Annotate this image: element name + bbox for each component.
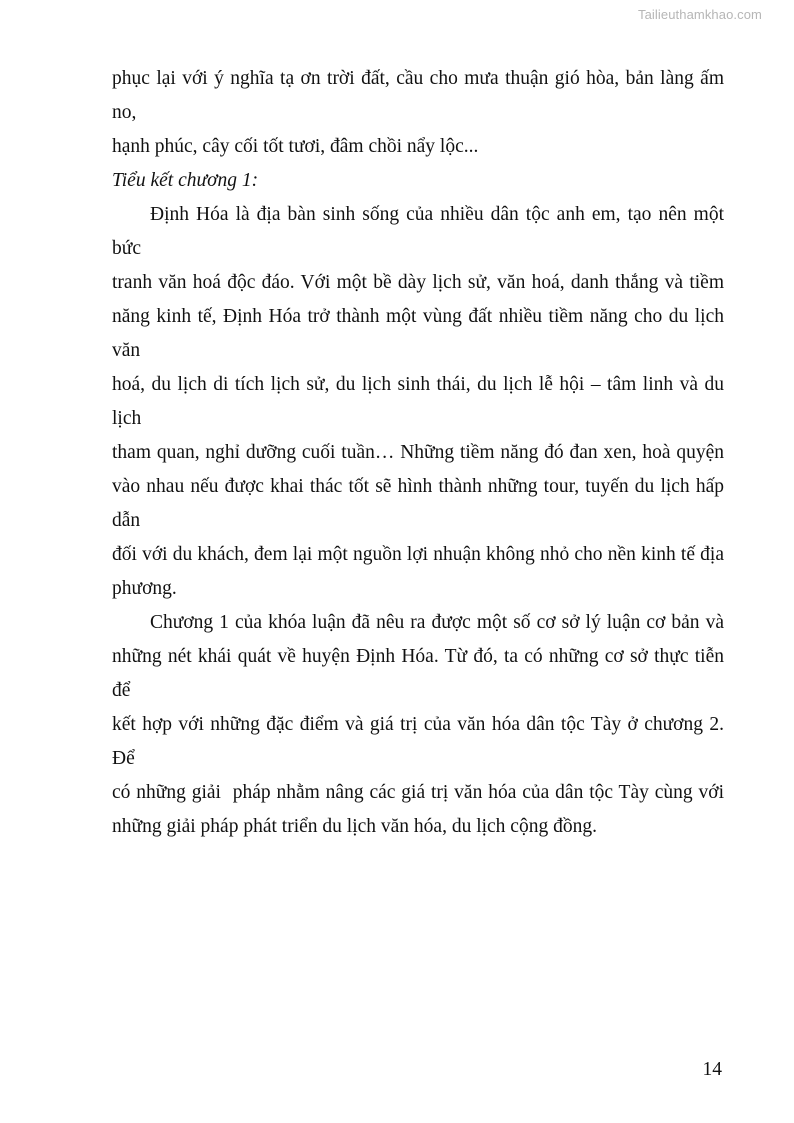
continued-paragraph	[112, 62, 729, 164]
text-line: vào nhau nếu được khai thác tốt sẽ hình thành những tour, tuyến du lịch hấp dẫn	[112, 476, 729, 531]
text-line: tranh văn hoá độc đáo. Với một bề dày lịch sử, văn hoá, danh thắng và tiềm	[112, 272, 724, 293]
watermark-text: Tailieuthamkhao.com	[637, 7, 762, 22]
text-line: phương.	[112, 578, 177, 599]
text-line: Định Hóa là địa bàn sinh sống của nhiều dân tộc anh em, tạo nên một bức	[112, 204, 729, 259]
text-line: những nét khái quát về huyện Định Hóa. Từ đó, ta có những cơ sở thực tiễn để	[112, 646, 729, 701]
page-number: 14	[702, 1059, 722, 1080]
paragraph-2	[112, 606, 729, 844]
text-line: hoá, du lịch di tích lịch sử, du lịch sinh thái, du lịch lễ hội – tâm linh và du lịch	[112, 374, 729, 429]
text-line: những giải pháp phát triển du lịch văn hóa, du lịch cộng đồng.	[112, 816, 597, 837]
text-line: tham quan, nghỉ dưỡng cuối tuần… Những tiềm năng đó đan xen, hoà quyện	[112, 442, 724, 463]
paragraph-1	[112, 198, 729, 606]
text-line: hạnh phúc, cây cối tốt tươi, đâm chồi nẩy lộc...	[112, 136, 479, 157]
section-subheading: Tiểu kết chương 1:	[112, 170, 259, 191]
page-content	[112, 62, 729, 844]
text-line: Chương 1 của khóa luận đã nêu ra được một số cơ sở lý luận cơ bản và	[150, 612, 724, 633]
text-line: đối với du khách, đem lại một nguồn lợi nhuận không nhỏ cho nền kinh tế địa	[112, 544, 724, 565]
text-line: kết hợp với những đặc điểm và giá trị của văn hóa dân tộc Tày ở chương 2. Để	[112, 714, 729, 769]
text-line: phục lại với ý nghĩa tạ ơn trời đất, cầu cho mưa thuận gió hòa, bản làng ấm no,	[112, 68, 729, 123]
text-line: năng kinh tế, Định Hóa trở thành một vùng đất nhiều tiềm năng cho du lịch văn	[112, 306, 729, 361]
text-line: có những giải pháp nhằm nâng các giá trị văn hóa của dân tộc Tày cùng với	[112, 782, 724, 803]
